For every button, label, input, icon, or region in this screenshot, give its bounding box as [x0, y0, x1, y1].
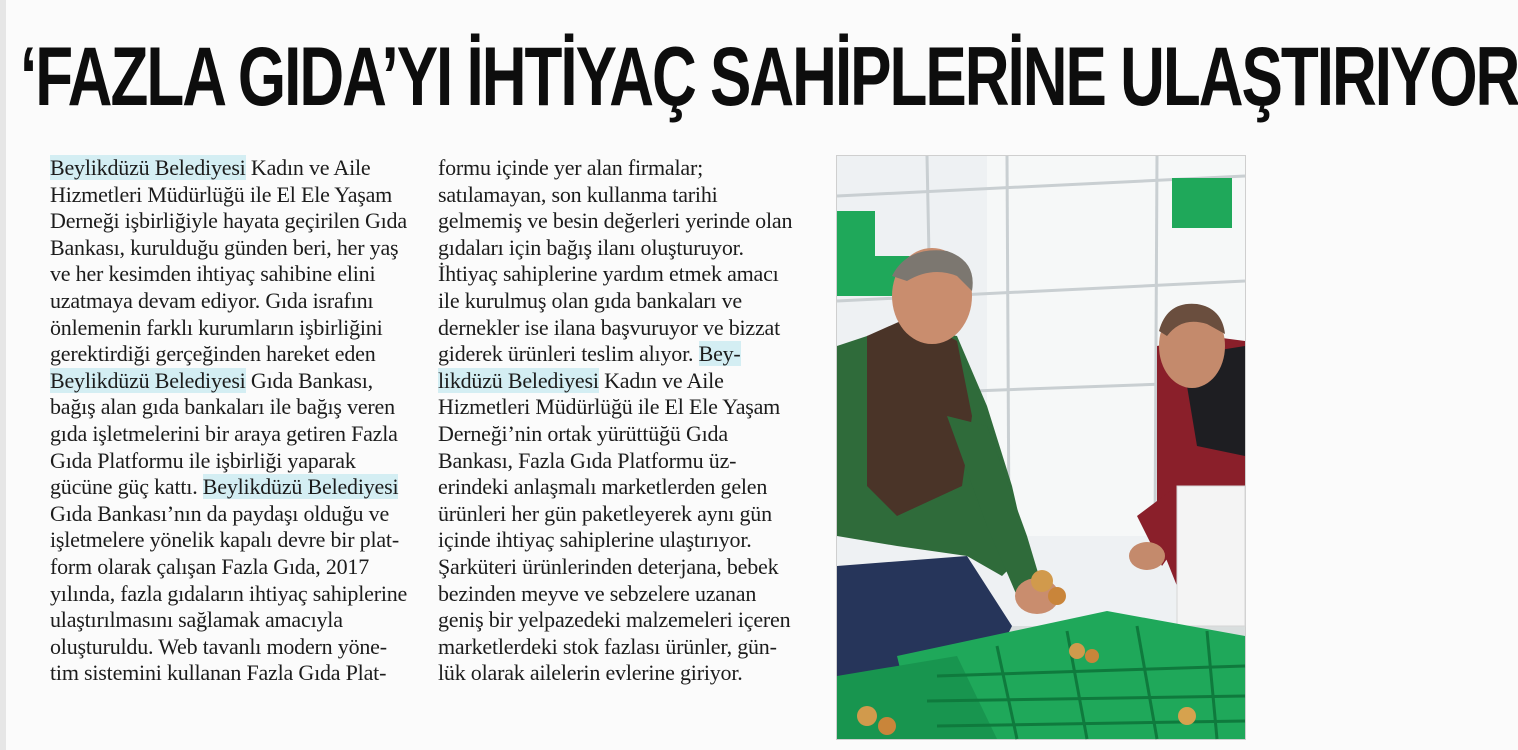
- article-text: formu içinde yer alan firmalar;: [438, 155, 704, 180]
- article-text: Hizmetleri Müdürlüğü ile El Ele Yaşam: [50, 181, 393, 207]
- article-line: [50, 394, 425, 421]
- article-text: form olarak çalışan Fazla Gıda, 2017: [50, 553, 370, 579]
- article-line: [438, 208, 818, 235]
- page-edge-shadow: [0, 0, 6, 750]
- article-line: [438, 421, 818, 448]
- article-text: erindeki anlaşmalı marketlerden gelen: [438, 474, 768, 500]
- article-line: [438, 501, 818, 528]
- article-text: Gıda Platformu ile işbirliği yaparak: [50, 447, 356, 473]
- article-line: [50, 501, 425, 528]
- article-text: ile kurulmuş olan gıda bankaları ve: [438, 287, 742, 313]
- highlighted-org-name: Beylikdüzü Belediyesi: [50, 367, 246, 393]
- article-line: [438, 448, 818, 475]
- article-line: [50, 448, 425, 475]
- article-text: Derneği’nin ortak yürüttüğü Gıda: [438, 420, 728, 446]
- article-line: [438, 182, 818, 209]
- article-line: [438, 288, 818, 315]
- news-photo: [836, 155, 1246, 740]
- article-line: [438, 235, 818, 262]
- article-line: [438, 474, 818, 501]
- article-line: [50, 288, 425, 315]
- article-line: [50, 235, 425, 262]
- article-text: Kadın ve Aile: [245, 155, 371, 180]
- article-line: [50, 527, 425, 554]
- article-column-2: [438, 155, 818, 687]
- photo-bag: [1177, 486, 1245, 626]
- article-line: [50, 474, 425, 501]
- article-line: [50, 368, 425, 395]
- article-line: [438, 368, 818, 395]
- article-text: geniş bir yelpazedeki malzemeleri içeren: [438, 607, 791, 633]
- highlighted-org-name: likdüzü Belediyesi: [438, 367, 599, 393]
- article-line: [50, 660, 425, 687]
- article-line: [50, 421, 425, 448]
- article-line: [438, 155, 818, 182]
- article-line: [438, 660, 818, 687]
- article-text: tim sistemini kullanan Fazla Gıda Plat-: [50, 660, 387, 686]
- article-line: [50, 155, 425, 182]
- article-text: Bankası, kurulduğu günden beri, her yaş: [50, 234, 399, 260]
- article-text: Bankası, Fazla Gıda Platformu üz-: [438, 447, 737, 473]
- article-text: Kadın ve Aile: [598, 367, 724, 393]
- article-line: [50, 182, 425, 209]
- article-text: önlemenin farklı kurumların işbirliğini: [50, 314, 383, 340]
- article-line: [50, 634, 425, 661]
- article-text: gıda işletmelerini bir araya getiren Fazla: [50, 420, 398, 446]
- article-text: bağış alan gıda bankaları ile bağış veren: [50, 394, 395, 420]
- article-text: giderek ürünleri teslim alıyor.: [438, 341, 699, 367]
- article-line: [438, 634, 818, 661]
- article-text: işletmelere yönelik kapalı devre bir plat-: [50, 527, 399, 553]
- article-text: içinde ihtiyaç sahiplerine ulaştırıyor.: [438, 527, 752, 553]
- article-text: gelmemiş ve besin değerleri yerinde olan: [438, 208, 793, 234]
- article-text: İhtiyaç sahiplerine yardım etmek amacı: [438, 261, 779, 287]
- highlighted-org-name: Bey-: [698, 341, 741, 367]
- article-text: lük olarak ailelerin evlerine giriyor.: [438, 660, 743, 686]
- article-line: [50, 315, 425, 342]
- article-line: [50, 341, 425, 368]
- photo-onion: [1031, 570, 1053, 592]
- article-line: [438, 581, 818, 608]
- article-line: [438, 315, 818, 342]
- article-line: [438, 261, 818, 288]
- article-text: bezinden meyve ve sebzelere uzanan: [438, 580, 757, 606]
- article-text: oluşturuldu. Web tavanlı modern yöne-: [50, 633, 387, 659]
- article-line: [50, 554, 425, 581]
- article-column-1: [50, 155, 425, 687]
- highlighted-org-name: Beylikdüzü Belediyesi: [202, 474, 399, 500]
- article-line: [50, 261, 425, 288]
- article-line: [438, 607, 818, 634]
- article-text: gücüne güç kattı.: [50, 474, 203, 500]
- article-text: gerektirdiği gerçeğinden hareket eden: [50, 341, 376, 367]
- photo-man1-vest: [867, 316, 972, 516]
- article-text: Hizmetleri Müdürlüğü ile El Ele Yaşam: [438, 394, 781, 420]
- article-text: Gıda Bankası’nın da paydaşı olduğu ve: [50, 500, 390, 526]
- article-line: [438, 554, 818, 581]
- article-line: [50, 208, 425, 235]
- article-text: Şarküteri ürünlerinden deterjana, bebek: [438, 553, 779, 579]
- article-text: Gıda Bankası,: [245, 367, 373, 393]
- highlighted-org-name: Beylikdüzü Belediyesi: [50, 155, 246, 180]
- article-text: ürünleri her gün paketleyerek aynı gün: [438, 500, 772, 526]
- headline: ‘FAZLA GIDA’YI İHTİYAÇ SAHİPLERİNE ULAŞTIRIYOR: [20, 30, 1518, 124]
- article-text: marketlerdeki stok fazlası ürünler, gün-: [438, 633, 777, 659]
- article-line: [438, 341, 818, 368]
- article-text: dernekler ise ilana başvuruyor ve bizzat: [438, 314, 781, 340]
- photo-onion: [1048, 587, 1066, 605]
- photo-man2-hand: [1129, 542, 1165, 570]
- article-text: yılında, fazla gıdaların ihtiyaç sahiplerine: [50, 580, 408, 606]
- article-line: [50, 607, 425, 634]
- article-text: ve her kesimden ihtiyaç sahibine elini: [50, 261, 376, 287]
- article-line: [438, 394, 818, 421]
- article-line: [50, 581, 425, 608]
- article-text: uzatmaya devam ediyor. Gıda israfını: [50, 287, 374, 313]
- article-text: gıdaları için bağış ilanı oluşturuyor.: [438, 234, 744, 260]
- article-text: ulaştırılmasını sağlamak amacıyla: [50, 607, 343, 633]
- article-line: [438, 527, 818, 554]
- article-text: satılamayan, son kullanma tarihi: [438, 181, 718, 207]
- article-text: Derneği işbirliğiyle hayata geçirilen Gıda: [50, 208, 407, 234]
